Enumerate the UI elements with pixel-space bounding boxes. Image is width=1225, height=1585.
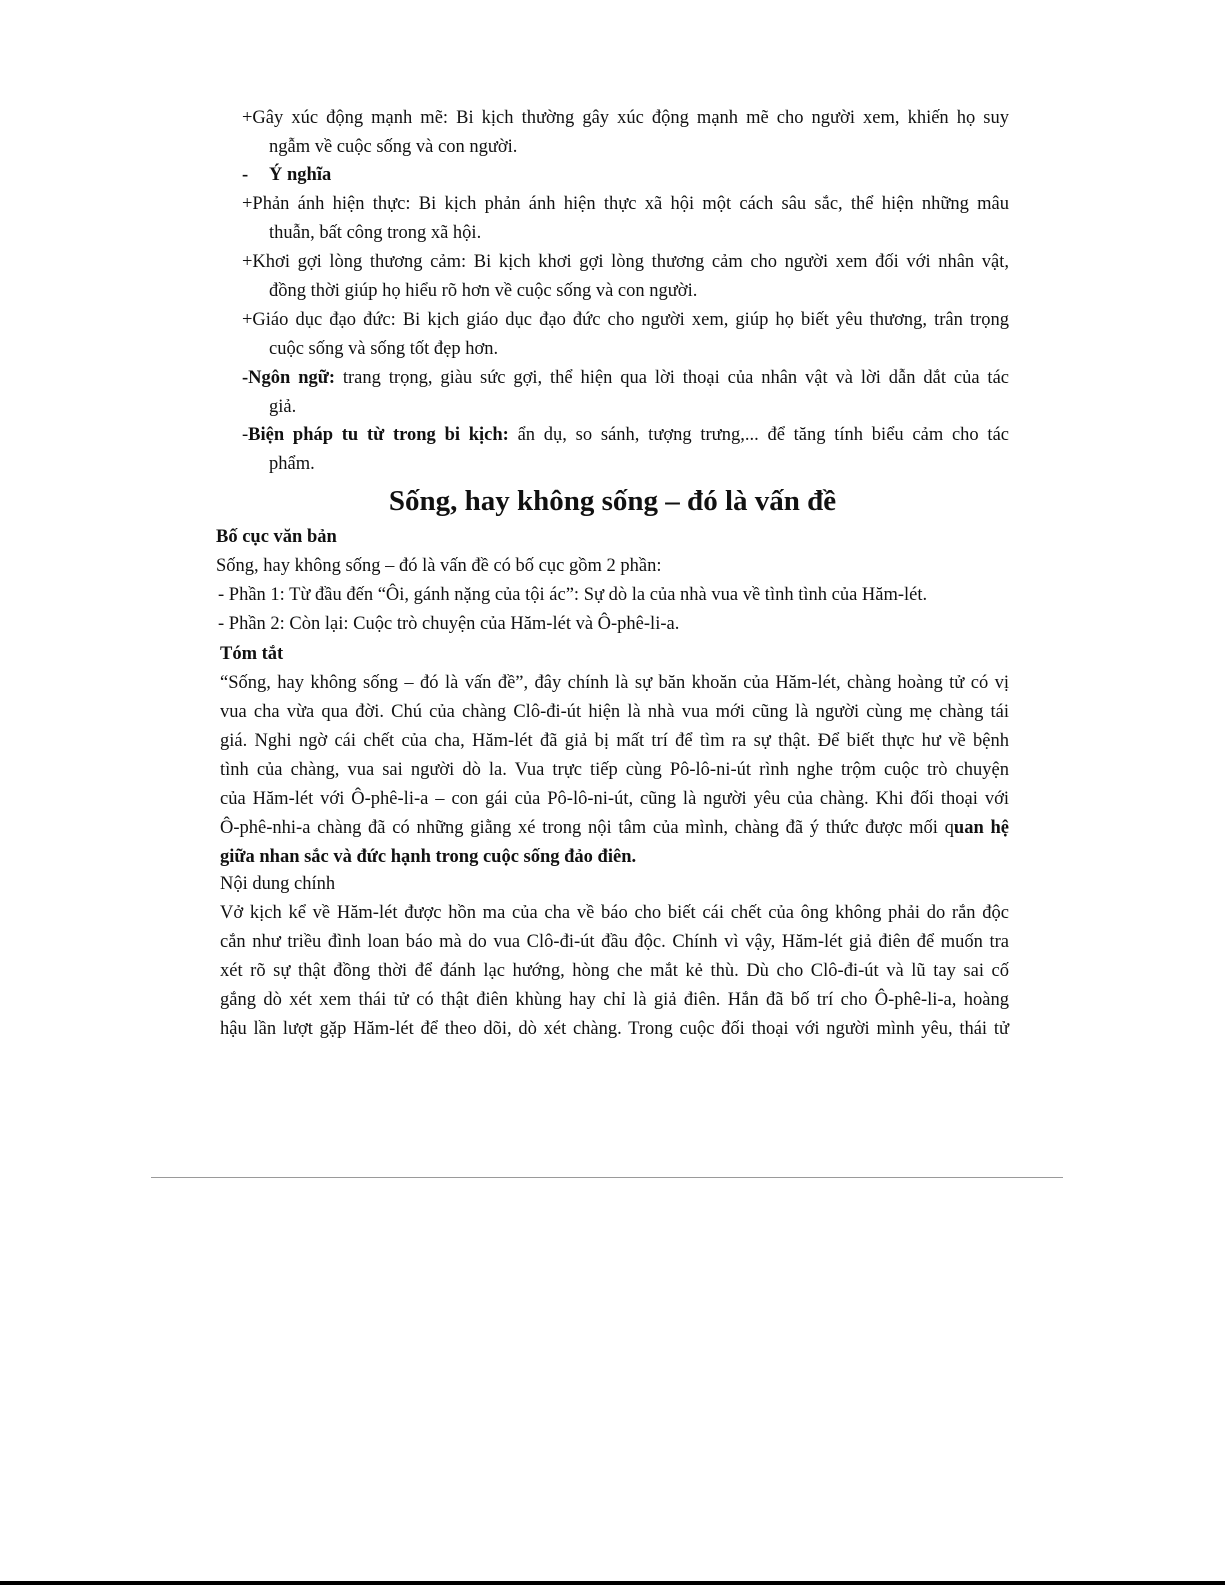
layout-intro: Sống, hay không sống – đó là vấn đề có bố cục gồm 2 phần: bbox=[216, 556, 662, 576]
education-line-2: cuộc sống và sống tốt đẹp hơn. bbox=[269, 339, 499, 359]
rhetoric-item bbox=[242, 421, 1009, 479]
rhetoric-line-2: phẩm. bbox=[269, 454, 315, 474]
reflect-line-1: +Phản ánh hiện thực: Bi kịch phản ánh hiện thực xã hội một cách sâu sắc, thể hiện những mâu bbox=[242, 194, 1009, 214]
main-content-line-4: gắng dò xét xem thái tử có thật điên khùng hay chỉ là giả điên. Hắn đã bố trí cho Ô-phê-li-a, hoàng bbox=[220, 990, 1009, 1010]
meaning-dash: - bbox=[242, 165, 249, 185]
main-content-line-2: cắn như triều đình loan báo mà do vua Clô-đi-út đầu độc. Chính vì vậy, Hăm-lét giả điên để muốn tra bbox=[220, 932, 1009, 952]
bottom-edge-bar bbox=[0, 1581, 1225, 1585]
effect-bullet bbox=[242, 104, 1009, 162]
main-content-heading: Nội dung chính bbox=[220, 874, 336, 894]
main-content-paragraph bbox=[220, 899, 1009, 1044]
layout-part-1: - Phần 1: Từ đầu đến “Ôi, gánh nặng của tội ác”: Sự dò la của nhà vua về tình tình của Hăm-lét. bbox=[218, 585, 928, 605]
page-divider bbox=[151, 1177, 1063, 1178]
summary-line-7: giữa nhan sắc và đức hạnh trong cuộc sống đảo điên. bbox=[220, 847, 637, 867]
meaning-heading-text: Ý nghĩa bbox=[269, 165, 332, 185]
language-label: -Ngôn ngữ: bbox=[242, 368, 335, 388]
main-content-line-5: hậu lần lượt gặp Hăm-lét để theo dõi, dò xét chàng. Trong cuộc đối thoại với người mình yêu, thái tử bbox=[220, 1019, 1009, 1039]
effect-line-2: ngẫm về cuộc sống và con người. bbox=[269, 137, 518, 157]
compassion-line-2: đồng thời giúp họ hiểu rõ hơn về cuộc sống và con người. bbox=[269, 281, 698, 301]
language-item bbox=[242, 364, 1009, 422]
layout-part-2: - Phần 2: Còn lại: Cuộc trò chuyện của Hăm-lét và Ô-phê-li-a. bbox=[218, 614, 680, 634]
summary-line-3: giá. Nghi ngờ cái chết của cha, Hăm-lét đã giả bị mất trí để tìm ra sự thật. Để biết thực hư về bệnh bbox=[220, 731, 1009, 751]
section-title: Sống, hay không sống – đó là vấn đề bbox=[388, 485, 837, 517]
rhetoric-prefix: - bbox=[242, 425, 249, 445]
education-line-1: +Giáo dục đạo đức: Bi kịch giáo dục đạo đức cho người xem, giúp họ biết yêu thương, trân trọng bbox=[242, 310, 1009, 330]
compassion-bullet bbox=[242, 248, 1009, 306]
summary-line-1: “Sống, hay không sống – đó là vấn đề”, đây chính là sự băn khoăn của Hăm-lét, chàng hoàng tử có vị bbox=[220, 673, 1009, 693]
summary-line-5: của Hăm-lét với Ô-phê-li-a – con gái của Pô-lô-ni-út, cũng là người yêu của chàng. Khi đối thoại với bbox=[220, 789, 1009, 809]
education-bullet bbox=[242, 306, 1009, 364]
main-content-line-1: Vở kịch kể về Hăm-lét được hồn ma của cha về báo cho biết cái chết của ông không phải do rắn độc bbox=[220, 903, 1009, 923]
effect-line-1: +Gây xúc động mạnh mẽ: Bi kịch thường gây xúc động mạnh mẽ cho người xem, khiến họ suy bbox=[242, 108, 1009, 128]
summary-paragraph bbox=[220, 669, 1009, 872]
main-content-line-3: xét rõ sự thật đồng thời để đánh lạc hướng, hòng che mắt kẻ thù. Dù cho Clô-đi-út và lũ tay sai cố bbox=[220, 961, 1009, 981]
compassion-line-1: +Khơi gợi lòng thương cảm: Bi kịch khơi gợi lòng thương cảm cho người xem đối với nhân vật, bbox=[242, 252, 1009, 272]
summary-line-4: tình của chàng, vua sai người dò la. Vua trực tiếp cùng Pô-lô-ni-út rình nghe trộm cuộc trò chuyện bbox=[220, 760, 1009, 780]
reflect-bullet bbox=[242, 190, 1009, 248]
rhetoric-label: Biện pháp tu từ trong bi kịch: bbox=[248, 425, 509, 445]
summary-line-6-text: Ô-phê-nhi-a chàng đã có những giằng xé trong nội tâm của mình, chàng đã ý thức được mối q bbox=[220, 818, 954, 838]
language-line-1: trang trọng, giàu sức gợi, thể hiện qua lời thoại của nhân vật và lời dẫn dắt của tác bbox=[335, 368, 1009, 388]
layout-heading: Bố cục văn bản bbox=[216, 527, 337, 547]
rhetoric-line-1: ẩn dụ, so sánh, tượng trưng,... để tăng tính biểu cảm cho tác bbox=[508, 425, 1009, 445]
summary-line-6 bbox=[220, 814, 1009, 843]
language-line-2: giả. bbox=[269, 397, 297, 417]
summary-line-6-bold: uan hệ bbox=[953, 818, 1009, 838]
meaning-heading bbox=[242, 161, 331, 190]
reflect-line-2: thuẫn, bất công trong xã hội. bbox=[269, 223, 482, 243]
summary-line-2: vua cha vừa qua đời. Chú của chàng Clô-đi-út hiện là nhà vua mới cũng là người cùng mẹ chàng tái bbox=[220, 702, 1009, 722]
summary-heading: Tóm tắt bbox=[220, 644, 284, 664]
